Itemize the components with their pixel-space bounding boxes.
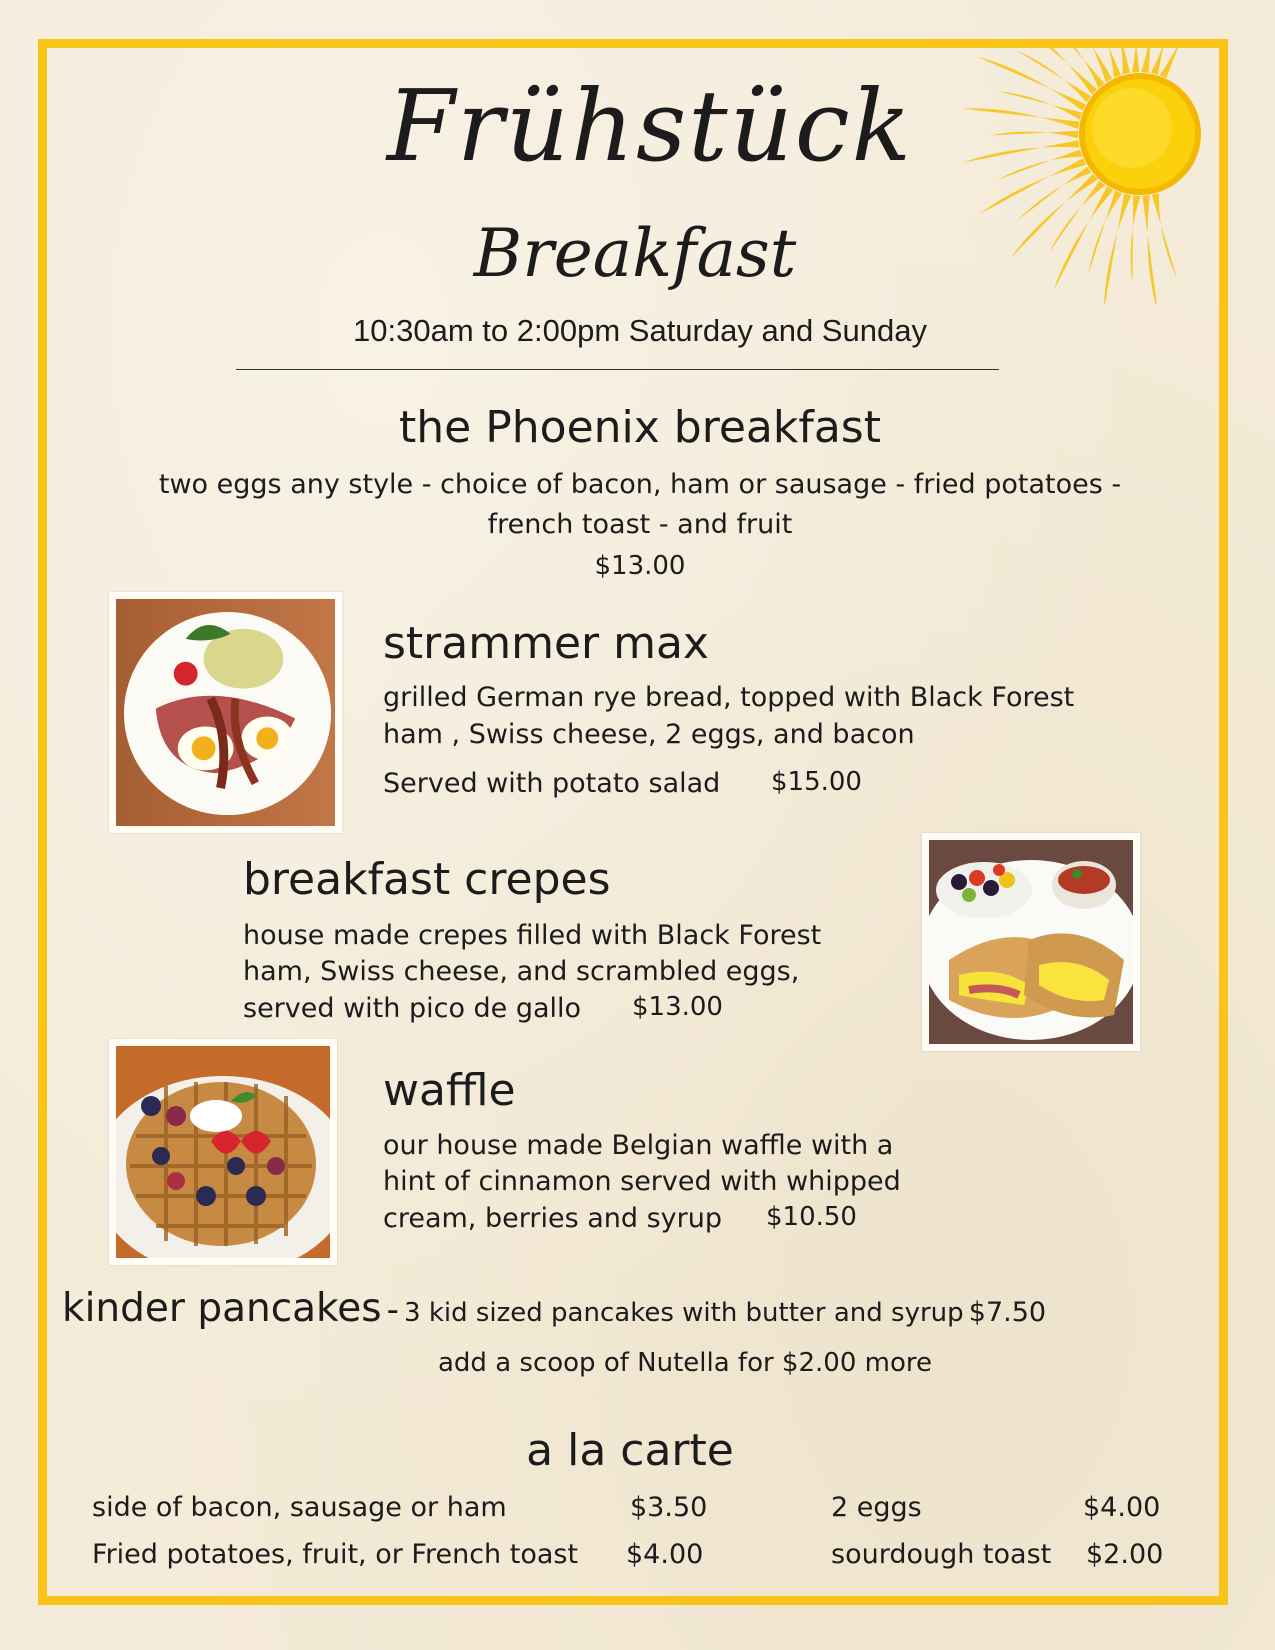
sun-ray xyxy=(1104,194,1131,304)
strammer-max-title: strammer max xyxy=(383,618,709,669)
alc-price-eggs: $4.00 xyxy=(1083,1492,1161,1523)
sun-ray xyxy=(1010,174,1098,258)
sun-ray xyxy=(1142,195,1158,304)
sun-ray xyxy=(1131,196,1141,284)
waffle-price: $10.50 xyxy=(766,1202,857,1232)
breakfast-crepes-desc-line2: ham, Swiss cheese, and scrambled eggs, xyxy=(243,956,800,987)
breakfast-crepes-price: $13.00 xyxy=(632,992,723,1022)
alc-item-eggs: 2 eggs xyxy=(831,1492,922,1523)
title-german: Frühstück xyxy=(386,70,914,184)
kinder-pancakes-dash: - xyxy=(386,1290,399,1330)
sun-ray xyxy=(997,149,1082,180)
sun-ray xyxy=(1160,42,1208,78)
alc-item-bacon: side of bacon, sausage or ham xyxy=(92,1492,507,1523)
phoenix-price: $13.00 xyxy=(594,551,686,581)
strammer-max-desc-line2: ham , Swiss cheese, 2 eggs, and bacon xyxy=(383,719,915,750)
sun-ray xyxy=(996,91,1081,120)
breakfast-crepes-title: breakfast crepes xyxy=(243,854,611,905)
sun-ray xyxy=(1008,42,1097,95)
phoenix-desc-line1: two eggs any style - choice of bacon, ham or sausage - fried potatoes - xyxy=(158,469,1122,500)
title-english: Breakfast xyxy=(473,215,797,292)
waffle-title: waffle xyxy=(383,1065,516,1116)
waffle-desc-line3: cream, berries and syrup xyxy=(383,1203,722,1234)
strammer-max-desc-line3: Served with potato salad xyxy=(383,768,721,799)
strammer-max-desc-line1: grilled German rye bread, topped with Black Forest xyxy=(383,682,1075,713)
waffle-photo xyxy=(109,1039,337,1265)
strammer-max-price: $15.00 xyxy=(771,767,862,797)
alc-item-sourdough: sourdough toast xyxy=(831,1539,1052,1570)
phoenix-title: the Phoenix breakfast xyxy=(399,402,881,453)
alc-price-potatoes: $4.00 xyxy=(626,1539,704,1570)
waffle-desc-line1: our house made Belgian waffle with a xyxy=(383,1130,894,1161)
kinder-pancakes-title: kinder pancakes xyxy=(62,1286,382,1331)
kinder-pancakes-line xyxy=(62,1283,1202,1335)
alc-item-potatoes: Fried potatoes, fruit, or French toast xyxy=(92,1539,579,1570)
a-la-carte-title: a la carte xyxy=(526,1425,734,1476)
sun-ray xyxy=(990,131,1078,138)
nutella-addon: add a scoop of Nutella for $2.00 more xyxy=(438,1348,932,1378)
waffle-desc-line2: hint of cinnamon served with whipped xyxy=(383,1166,901,1197)
strammer-max-photo xyxy=(109,592,342,833)
sun-ray xyxy=(1053,186,1113,291)
alc-price-sourdough: $2.00 xyxy=(1086,1539,1164,1570)
sun-ray xyxy=(1046,42,1104,88)
breakfast-crepes-desc-line3: served with pico de gallo xyxy=(243,993,582,1024)
service-hours: 10:30am to 2:00pm Saturday and Sunday xyxy=(353,313,927,348)
sun-ray xyxy=(1088,191,1122,275)
phoenix-desc-line2: french toast - and fruit xyxy=(487,509,793,540)
kinder-pancakes-price: $7.50 xyxy=(968,1297,1047,1328)
header-divider xyxy=(236,369,999,370)
sun-ray xyxy=(1152,193,1178,279)
sun-ray xyxy=(1129,42,1139,73)
alc-price-bacon: $3.50 xyxy=(630,1492,708,1523)
breakfast-crepes-desc-line1: house made crepes filled with Black Forest xyxy=(243,920,822,951)
breakfast-crepes-photo xyxy=(922,833,1140,1051)
kinder-pancakes-desc: 3 kid sized pancakes with butter and syrup xyxy=(404,1298,964,1328)
